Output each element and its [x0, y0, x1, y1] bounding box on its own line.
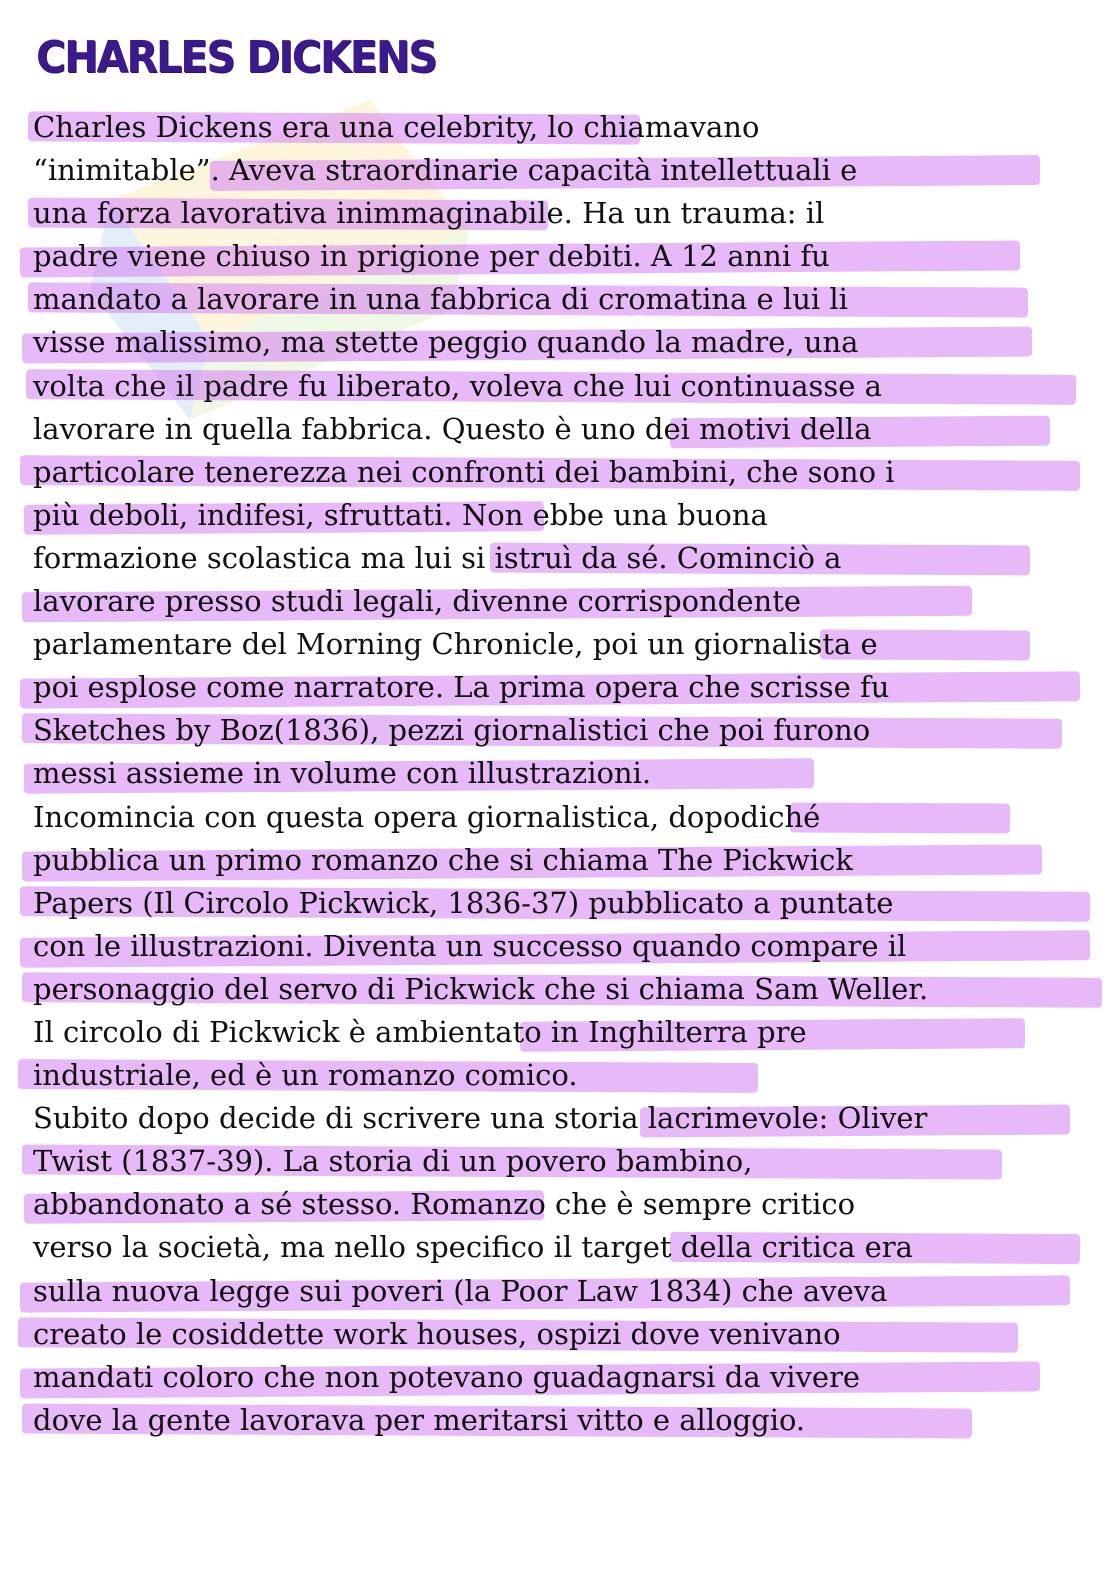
text-line-content: industriale, ed è un romanzo comico.: [33, 1058, 578, 1093]
text-line: [0, 623, 1116, 666]
text-line-content: poi esplose come narratore. La prima opera che scrisse fu: [33, 670, 890, 705]
text-line-content: dove la gente lavorava per meritarsi vitto e alloggio.: [33, 1402, 806, 1437]
text-line: [0, 451, 1116, 494]
text-line-content: creato le cosiddette work houses, ospizi dove venivano: [33, 1316, 841, 1351]
text-line-content: sulla nuova legge sui poveri (la Poor Law 1834) che aveva: [33, 1273, 888, 1308]
text-line: [0, 1399, 1116, 1442]
page-title: CHARLES DICKENS: [36, 32, 436, 83]
text-line-content: mandato a lavorare in una fabbrica di cromatina e lui li: [33, 282, 848, 317]
text-line-content: volta che il padre fu liberato, voleva che lui continuasse a: [33, 368, 882, 403]
text-line-content: pubblica un primo romanzo che si chiama The Pickwick: [33, 842, 853, 877]
text-line-content: lavorare presso studi legali, divenne corrispondente: [33, 584, 802, 619]
text-line: [0, 1140, 1116, 1183]
text-line: [0, 365, 1116, 408]
text-line: [0, 149, 1116, 192]
text-line: [0, 839, 1116, 882]
text-line: [0, 1270, 1116, 1313]
text-line: [0, 968, 1116, 1011]
text-line: [0, 494, 1116, 537]
text-line: [0, 1011, 1116, 1054]
text-line: [0, 235, 1116, 278]
text-line-content: personaggio del servo di Pickwick che si chiama Sam Weller.: [33, 971, 929, 1006]
text-line-content: mandati coloro che non potevano guadagnarsi da vivere: [33, 1359, 861, 1394]
text-line-content: parlamentare del Morning Chronicle, poi un giornalista e: [33, 627, 878, 662]
text-line-content: più deboli, indifesi, sfruttati. Non ebbe una buona: [33, 497, 768, 532]
text-line-content: particolare tenerezza nei confronti dei bambini, che sono i: [33, 454, 895, 489]
text-line: [0, 752, 1116, 795]
text-line-content: formazione scolastica ma lui si istruì da sé. Cominciò a: [33, 540, 842, 575]
text-line-content: una forza lavorativa inimmaginabile. Ha un trauma: il: [33, 196, 825, 231]
text-line: [0, 1097, 1116, 1140]
text-line-content: Papers (Il Circolo Pickwick, 1836-37) pubblicato a puntate: [33, 885, 894, 920]
text-line: [0, 1313, 1116, 1356]
text-line: [0, 796, 1116, 839]
text-line: [0, 106, 1116, 149]
text-line: [0, 1054, 1116, 1097]
text-line-content: Twist (1837-39). La storia di un povero bambino,: [33, 1144, 753, 1179]
text-line: [0, 278, 1116, 321]
text-line: [0, 408, 1116, 451]
text-line-content: lavorare in quella fabbrica. Questo è uno dei motivi della: [33, 411, 872, 446]
text-line-content: padre viene chiuso in prigione per debiti. A 12 anni fu: [33, 239, 830, 274]
text-line-content: messi assieme in volume con illustrazioni.: [33, 756, 652, 791]
text-line: [0, 925, 1116, 968]
text-line-content: Sketches by Boz(1836), pezzi giornalistici che poi furono: [33, 713, 871, 748]
text-line-content: Charles Dickens era una celebrity, lo chiamavano: [33, 110, 760, 144]
text-line: [0, 709, 1116, 752]
text-line-content: con le illustrazioni. Diventa un successo quando compare il: [33, 928, 907, 963]
text-line-content: visse malissimo, ma stette peggio quando la madre, una: [33, 325, 859, 360]
text-line: [0, 1183, 1116, 1226]
body-text: [0, 106, 1116, 1442]
text-line: [0, 580, 1116, 623]
text-line: [0, 666, 1116, 709]
text-line-content: Incomincia con questa opera giornalistica, dopodiché: [33, 799, 821, 834]
text-line-content: abbandonato a sé stesso. Romanzo che è sempre critico: [33, 1187, 856, 1222]
text-line: [0, 192, 1116, 235]
text-line-content: verso la società, ma nello specifico il target della critica era: [33, 1230, 913, 1265]
text-line-content: Subito dopo decide di scrivere una storia lacrimevole: Oliver: [33, 1101, 928, 1136]
text-line: [0, 321, 1116, 364]
text-line-content: “inimitable”. Aveva straordinarie capacità intellettuali e: [33, 153, 858, 188]
text-line: [0, 537, 1116, 580]
text-line: [0, 1226, 1116, 1269]
text-line: [0, 882, 1116, 925]
text-line-content: Il circolo di Pickwick è ambientato in Inghilterra pre: [33, 1014, 807, 1049]
text-line: [0, 1356, 1116, 1399]
